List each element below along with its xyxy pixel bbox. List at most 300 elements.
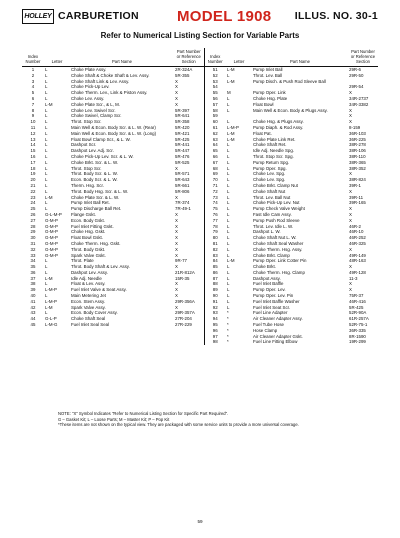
cell-part-name: Choke Lev. Spg. (253, 171, 286, 177)
cell-letter: L (45, 136, 48, 142)
cell-part-name: Main Metering Jet (71, 293, 106, 299)
cell-ref: 5R-643 (175, 177, 190, 183)
note-line: *These items are not shown on the typical view. They are packaged with some service units to provide a more universal coverage. (58, 422, 299, 427)
cell-index: 96 (204, 328, 226, 334)
cell-index: 44 (30, 316, 36, 322)
cell-letter: L (227, 101, 230, 107)
page-subtitle: Refer to Numerical Listing Section for Variable Parts (100, 31, 300, 40)
cell-part-name: Throt. Lev. Idle L. W. (253, 223, 294, 229)
table-row (22, 339, 378, 345)
cell-ref: 8-159 (349, 124, 361, 130)
col-index-header: Index Number (204, 48, 226, 67)
cell-ref: 5R-358 (175, 119, 190, 125)
cell-index: 66 (204, 154, 226, 160)
cell-ref: 38R-110 (349, 153, 366, 159)
cell-part-name: Idle Adj. Needle Spg. (253, 148, 295, 154)
cell-index: 58 (204, 108, 226, 114)
cell-index: 32 (30, 246, 36, 252)
cell-ref: X (175, 229, 178, 235)
cell-part-name: Air Cleaner Adapter Gskt. (253, 333, 303, 339)
cell-ref: X (175, 246, 178, 252)
cell-part-name: Pump Inlet Ball (253, 67, 283, 72)
cell-ref: 5R-425 (175, 136, 190, 142)
cell-part-name: Choke Pick-Up Lev. Scr. & L. W. (71, 153, 134, 159)
cell-letter: G-M-P (45, 229, 58, 235)
cell-index: 74 (204, 200, 226, 206)
cell-index: 69 (204, 171, 226, 177)
cell-index: 60 (204, 119, 226, 125)
cell-index: 80 (204, 235, 226, 241)
col-letter-header: Letter (44, 48, 70, 67)
cell-letter: L (45, 95, 48, 101)
cell-part-name: Throt. Stop Scr. (71, 119, 102, 125)
cell-part-name: Choke Shaft Nut L. W. (253, 235, 297, 241)
cell-part-name: Pump Disch. & Push Rod Sleeve Ball (253, 78, 326, 84)
cell-part-name: Econ. Body Cover Assy. (71, 310, 118, 316)
cell-letter: L (45, 124, 48, 130)
cell-ref: 75R-37 (349, 293, 364, 299)
cell-ref: X (349, 90, 352, 96)
cell-part-name: Throt. Stop Scr. Spg. (253, 153, 294, 159)
cell-ref: 7R-49-1 (175, 206, 191, 212)
cell-letter: L (45, 269, 48, 275)
cell-letter: L (45, 200, 48, 206)
parts-table-body (22, 67, 378, 346)
cell-index: 89 (204, 287, 226, 293)
cell-index: 28 (30, 223, 36, 229)
cell-part-name: Econ. Stem Assy. (71, 298, 106, 304)
cell-ref: X (349, 119, 352, 125)
cell-letter: L (227, 252, 230, 258)
cell-ref: 5R-441 (175, 142, 190, 148)
cell-part-name: Float Bowl Gskt. (71, 235, 103, 241)
cell-index: 39 (30, 287, 36, 293)
cell-part-name: Fuel Inlet Valve & Seat Assy. (71, 287, 127, 293)
cell-letter: L (227, 165, 230, 171)
cell-ref: 39R-11 (349, 194, 364, 200)
cell-letter: L (227, 153, 230, 159)
cell-part-name: Fuel Inlet Seal Seal (71, 322, 110, 328)
cell-letter: L (45, 293, 48, 299)
cell-ref: 29R-356A (175, 298, 195, 304)
cell-letter: * (227, 316, 229, 322)
cell-letter: * (227, 310, 229, 316)
cell-letter: L (45, 153, 48, 159)
cell-ref (174, 339, 204, 345)
cell-letter: * (227, 322, 229, 328)
parts-table (22, 48, 378, 345)
cell-part-name: Choke Plate Scr. & L. W. (71, 194, 120, 200)
cell-ref: X (349, 287, 352, 293)
cell-ref: X (175, 101, 178, 107)
cell-part-name: Choke Brkt. (253, 264, 276, 270)
cell-index: 14 (30, 142, 36, 148)
cell-ref: 61R-257A (349, 316, 369, 322)
cell-index: 65 (204, 148, 226, 154)
cell-ref: X (349, 211, 352, 217)
cell-part-name: Throt. Lev. Ball (253, 72, 283, 78)
cell-letter: L (45, 159, 48, 165)
cell-index: 81 (204, 241, 226, 247)
cell-ref: 38R-824 (349, 177, 366, 183)
cell-ref: X (175, 165, 178, 171)
cell-letter: L (45, 171, 48, 177)
cell-letter: G-M-P (45, 223, 58, 229)
cell-index: 20 (30, 177, 36, 183)
cell-part-name: Econ. Body Gskt. (71, 217, 105, 223)
cell-part-name: Air Cleaner Adapter Assy. (253, 316, 303, 322)
cell-index: 76 (204, 212, 226, 218)
cell-index (22, 339, 44, 345)
cell-part-name: Spark Valve Gskt. (71, 252, 106, 258)
cell-index: 51 (204, 67, 226, 73)
cell-part-name: Choke Shaft Seal (71, 316, 106, 322)
cell-letter: L (227, 264, 230, 270)
cell-letter: L-M-G (45, 322, 58, 328)
cell-index: 61 (204, 125, 226, 131)
cell-letter: L (45, 148, 48, 154)
cell-ref: 48R-163 (349, 258, 366, 264)
cell-part-name: Spark Valve Assy. (71, 304, 106, 310)
cell-index: 10 (30, 119, 36, 125)
cell-ref: 5R-806 (175, 188, 190, 194)
cell-part-name (70, 339, 174, 345)
col-part-name-header: Part Name (252, 48, 348, 67)
cell-part-name: Float Bowl Clamp Scr., & L. W. (71, 136, 131, 142)
cell-ref: 38R-352 (349, 165, 366, 171)
cell-letter: L (45, 90, 48, 96)
cell-ref: 27R-229 (175, 322, 192, 328)
cell-letter: L (45, 67, 48, 72)
notes-block (58, 411, 299, 428)
cell-letter: G-M-P (45, 235, 58, 241)
cell-letter: * (227, 333, 229, 339)
cell-part-name: Choke Pick-Up Lev. Nut (253, 200, 300, 206)
cell-ref: 46R-325 (349, 240, 366, 246)
cell-index: 24 (30, 200, 36, 206)
cell-ref: X (349, 171, 352, 177)
cell-part-name: Throt. Lev. Ball Nut (253, 194, 291, 200)
cell-letter: L-M (227, 258, 235, 264)
cell-part-name: Fuel Inlet Seat Scr. (253, 304, 291, 310)
cell-letter: L (227, 95, 230, 101)
cell-part-name: Main Well & Econ. Body Scr. & L. W. (Long) (71, 130, 157, 136)
cell-part-name: Choke Shaft Link & Lev. Assy. (71, 78, 130, 84)
cell-letter: L (227, 119, 230, 125)
cell-part-name: Main Well & Econ. Body Scr. & L. W. (Rear) (71, 124, 156, 130)
cell-ref: 5R-571 (175, 171, 190, 177)
cell-part-name: Choke Pick-Up Lev. (71, 84, 110, 90)
cell-index: 71 (204, 183, 226, 189)
cell-ref: X (349, 188, 352, 194)
cell-index: 94 (204, 316, 226, 322)
cell-letter: M (227, 90, 231, 96)
cell-ref: 7R-374 (175, 200, 190, 206)
cell-letter: L (227, 275, 230, 281)
cell-index: 75 (204, 206, 226, 212)
cell-part-name: Choke Shaft Ret. (253, 142, 287, 148)
cell-ref: X (175, 95, 178, 101)
cell-part-name: Throt. Body Shaft & Lev. Assy. (71, 264, 130, 270)
cell-part-name: Pump Oper. Lev. Pin (253, 293, 294, 299)
col-ref-header: Part Number or Reference Section (174, 48, 204, 67)
cell-letter: L-M (45, 275, 53, 281)
cell-part-name: Throt. Plate (71, 258, 94, 264)
cell-letter: L (227, 287, 230, 293)
cell-letter: L (45, 84, 48, 90)
cell-letter: L (45, 206, 48, 212)
cell-ref: X (175, 194, 178, 200)
cell-letter: G-M-P (45, 252, 58, 258)
cell-ref: 8R-1590 (349, 333, 366, 339)
cell-part-name: Choke Therm. Hsg. Gskt. (71, 240, 121, 246)
cell-index: 9 (31, 113, 35, 119)
cell-index: 95 (204, 322, 226, 328)
cell-ref: X (175, 252, 178, 258)
cell-index: 63 (204, 137, 226, 143)
cell-part-name: Econ. Body Scr. & L. W. (71, 177, 118, 183)
cell-index: 1 (31, 67, 35, 72)
cell-part-name: Choke Shaft Seal Washer (253, 240, 304, 246)
cell-letter: L (45, 310, 48, 316)
cell-letter: L (227, 281, 230, 287)
cell-ref: X (175, 90, 178, 96)
cell-ref: 34R-3382 (349, 101, 369, 107)
cell-part-name: Choke Hsg. Gskt. (71, 229, 106, 235)
cell-letter: L-M (227, 130, 235, 136)
cell-index: 25 (30, 206, 36, 212)
section-title: CARBURETION (58, 10, 139, 22)
cell-letter: L-M (227, 136, 235, 142)
cell-letter: L (227, 142, 230, 148)
cell-part-name: Hose Clamp (253, 327, 278, 333)
cell-ref: X (349, 217, 352, 223)
cell-ref: 46R-416 (349, 298, 366, 304)
cell-part-name: Choke Lev. Swivel Scr. (71, 107, 116, 113)
cell-ref: 11-3 (349, 275, 358, 281)
cell-index: 84 (204, 258, 226, 264)
cell-part-name: Fuel Line Adapter (253, 310, 288, 316)
cell-letter: L-M (45, 304, 53, 310)
cell-index: 64 (204, 142, 226, 148)
table-header-row (22, 48, 378, 67)
cell-letter: L (227, 194, 230, 200)
col-part-name-header: Part Name (70, 48, 174, 67)
cell-letter: L (227, 293, 230, 299)
cell-part-name: Pump Push Rod Sleeve (253, 217, 300, 223)
cell-part-name: Fuel Tube Hose (253, 322, 284, 328)
cell-part-name: Throt. Body Scr. & L. W. (71, 171, 118, 177)
cell-index: 45 (30, 322, 36, 328)
cell-letter: L (227, 159, 230, 165)
cell-letter: L-M (45, 101, 53, 107)
cell-letter: L (227, 229, 230, 235)
cell-ref: X (175, 240, 178, 246)
cell-part-name: Choke Hsg. & Plugs Assy. (253, 119, 304, 125)
cell-ref: 5R-397 (175, 107, 190, 113)
cell-index: 73 (204, 195, 226, 201)
cell-index: 54 (204, 84, 226, 90)
cell-ref: 5R-421 (175, 130, 190, 136)
cell-index: 5 (31, 90, 35, 96)
cell-part-name: Pump Oper. Link Cotter Pin (253, 258, 307, 264)
cell-letter: G-L-M-P (45, 211, 62, 217)
cell-part-name: Dashpot L. W. (253, 229, 281, 235)
cell-part-name: Dashpot Lev. Assy. (71, 269, 108, 275)
cell-part-name: Float Bowl (253, 101, 274, 107)
cell-ref: 15R-35 (175, 275, 190, 281)
cell-ref: X (349, 107, 352, 113)
cell-index: 34 (30, 258, 36, 264)
cell-ref: X (175, 78, 178, 84)
cell-ref: 5R-425 (349, 304, 364, 310)
note-line: NOTE: "X" Symbol Indicates "Refer to Numerical Listing Section for Specific Part Required". (58, 411, 229, 416)
cell-index: 11 (30, 124, 36, 130)
cell-index: 4 (31, 84, 35, 90)
cell-ref: 19R-299 (349, 339, 366, 345)
cell-ref: X (175, 217, 178, 223)
cell-index: 79 (204, 229, 226, 235)
cell-ref: 36R-335 (349, 327, 366, 333)
cell-index: 59 (204, 113, 226, 119)
cell-part-name: Fuel Inlet Baffle Washer (253, 298, 300, 304)
cell-part-name: Choke Hsg. Plate (253, 95, 288, 101)
cell-ref: 21R-812A (175, 269, 195, 275)
cell-index: 91 (204, 299, 226, 305)
cell-ref: 5R-420 (175, 124, 190, 130)
cell-ref: 36R-225 (349, 136, 366, 142)
cell-letter: G-M-P (45, 246, 58, 252)
brand-logo: HOLLEY (22, 9, 54, 24)
cell-index: 87 (204, 276, 226, 282)
cell-ref: 29R-357A (175, 310, 195, 316)
cell-index: 42 (30, 304, 36, 310)
cell-index: 37 (30, 275, 36, 281)
cell-index: 78 (204, 224, 226, 230)
cell-part-name: Fuel Line Fitting Elbow (253, 339, 298, 345)
note-line: G – Gasket Kit; L – Loose Parts; M – Master Kit; P – Pop Kit (58, 416, 170, 422)
cell-ref: 29R-6 (349, 67, 361, 72)
cell-ref: 46R-2 (349, 223, 361, 229)
cell-ref: X (175, 84, 178, 90)
cell-part-name: Choke Plate Scr., & L, M. (71, 101, 121, 107)
cell-ref: 36R-103 (349, 130, 366, 136)
cell-index: 30 (30, 235, 36, 241)
cell-index: 88 (204, 281, 226, 287)
cell-letter: L (45, 72, 48, 78)
cell-ref: 29R-54 (349, 84, 364, 90)
cell-ref: 5R-661 (175, 182, 190, 188)
cell-ref: 46R-10 (349, 229, 364, 235)
cell-index: 55 (204, 90, 226, 96)
cell-part-name: Therm. Hsg. Scr. (71, 182, 104, 188)
cell-index: 40 (30, 293, 36, 299)
cell-part-name: Choke Therm. Lev., Link & Piston Assy. (71, 90, 148, 96)
cell-part-name: Fuel Inlet Baffle (253, 281, 284, 287)
cell-index: 6 (31, 95, 35, 101)
cell-index: 85 (204, 264, 226, 270)
cell-index: 2 (31, 72, 35, 78)
cell-index: 26 (30, 211, 36, 217)
cell-ref: 39R-165 (349, 200, 366, 206)
cell-letter: L (45, 130, 48, 136)
cell-index: 82 (204, 247, 226, 253)
cell-index: 19 (30, 171, 36, 177)
cell-index: 53 (204, 79, 226, 85)
cell-index: 77 (204, 218, 226, 224)
cell-index: 27 (30, 217, 36, 223)
cell-letter: L (227, 211, 230, 217)
cell-part-name: Choke Plate Assy. (71, 67, 107, 72)
cell-ref: X (175, 264, 178, 270)
cell-ref: 9R-77 (175, 258, 187, 264)
cell-letter: L (227, 240, 230, 246)
cell-index: 3 (31, 78, 35, 84)
cell-part-name: Choke Therm. Hsg. Assy. (253, 246, 303, 252)
cell-part-name: Dashpot Scr. (71, 142, 97, 148)
cell-part-name: Flange Gskt. (71, 211, 96, 217)
cell-ref: 49R-128 (349, 269, 366, 275)
cell-letter: L-M-P (45, 287, 57, 293)
cell-index: 86 (204, 270, 226, 276)
cell-ref: 5R-641 (175, 113, 190, 119)
cell-letter: L-M (45, 194, 53, 200)
col-ref-header: Part Number or Reference Section (348, 48, 378, 67)
cell-part-name: Throt. Body Gskt. (71, 246, 106, 252)
cell-index: 36 (30, 269, 36, 275)
cell-letter: L (227, 304, 230, 310)
cell-index: 83 (204, 253, 226, 259)
cell-index: 62 (204, 131, 226, 137)
cell-ref: 34R-2737 (349, 95, 369, 101)
cell-ref: X (175, 293, 178, 299)
cell-index: 43 (30, 310, 36, 316)
cell-index: 35 (30, 264, 36, 270)
cell-part-name: Choke Brkt. Clamp Nut (253, 182, 298, 188)
cell-letter: L (45, 142, 48, 148)
cell-letter: G-L-P (45, 316, 57, 322)
cell-letter: L (45, 107, 48, 113)
cell-letter: L (227, 188, 230, 194)
cell-index: 22 (30, 188, 36, 194)
cell-part-name: Dashpot Lev. Adj. Scr. (71, 148, 114, 154)
cell-part-name: Choke Therm. Hsg. Clamp (253, 269, 305, 275)
cell-part-name: Choke Lev. Spg. (253, 177, 286, 183)
cell-letter: L (45, 182, 48, 188)
cell-index: 68 (204, 166, 226, 172)
cell-part-name: Pump Oper. Link (253, 90, 286, 96)
cell-ref: 39R-1 (349, 182, 361, 188)
cell-ref: X (349, 113, 352, 119)
cell-part-name: Fast Idle Cam Assy. (253, 211, 292, 217)
cell-letter: L (227, 246, 230, 252)
cell-letter: L (227, 217, 230, 223)
cell-part-name: Main Well & Econ. Body & Plugs Assy. (253, 107, 328, 113)
cell-letter: L (227, 171, 230, 177)
cell-ref: X (175, 235, 178, 241)
cell-ref: 52R-90A (349, 310, 367, 316)
illustration-number: ILLUS. NO. 30-1 (294, 10, 378, 22)
cell-part-name: Pump Discharge Ball Ret. (71, 206, 122, 212)
cell-part-name: Pump Inlet Ball Ret. (71, 200, 110, 206)
cell-ref: X (349, 246, 352, 252)
cell-index: 57 (204, 102, 226, 108)
cell-ref: 5R-447 (175, 148, 190, 154)
cell-letter: L (45, 264, 48, 270)
cell-ref: X (349, 206, 352, 212)
cell-index: 56 (204, 96, 226, 102)
cell-index: 16 (30, 153, 36, 159)
